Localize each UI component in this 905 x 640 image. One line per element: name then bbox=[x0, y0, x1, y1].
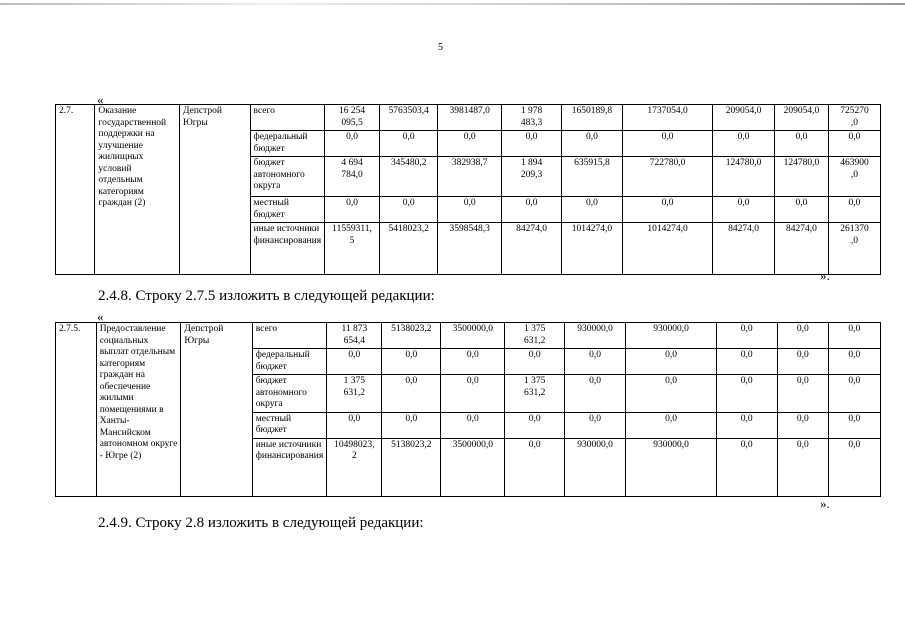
value-cell bbox=[565, 375, 626, 413]
value-cell bbox=[382, 412, 441, 438]
value-text: 0,0 bbox=[586, 198, 598, 208]
value-text: 0,0 bbox=[405, 413, 418, 424]
value-text: 0,0 bbox=[665, 376, 677, 386]
value-cell bbox=[716, 349, 777, 375]
value-cell bbox=[561, 223, 622, 275]
value-text: 345480,2 bbox=[390, 158, 427, 168]
value-cell bbox=[438, 131, 502, 157]
value-text: 0,0 bbox=[848, 413, 861, 424]
value-cell bbox=[565, 349, 626, 375]
value-text: 0,0 bbox=[665, 350, 677, 360]
value-cell bbox=[777, 438, 829, 496]
funding-source: местный бюджет bbox=[252, 412, 327, 438]
value-text: 0,0 bbox=[848, 132, 861, 142]
value-cell bbox=[502, 131, 562, 157]
scan-edge-line bbox=[0, 3, 905, 5]
value-text: 0,0 bbox=[466, 350, 479, 360]
value-cell bbox=[713, 131, 775, 157]
value-text: 10498023, 2 bbox=[334, 439, 375, 461]
value-text: 463900 ,0 bbox=[840, 158, 869, 180]
value-cell bbox=[828, 105, 881, 131]
value-text: 722780,0 bbox=[649, 158, 686, 168]
value-text: 84274,0 bbox=[786, 224, 817, 234]
value-text: 0,0 bbox=[405, 350, 418, 360]
funding-source: всего bbox=[250, 105, 325, 131]
value-text: 0,0 bbox=[589, 413, 602, 424]
value-text: 0,0 bbox=[528, 439, 541, 450]
value-cell bbox=[438, 197, 502, 223]
value-cell bbox=[623, 197, 713, 223]
quote-open-1: « bbox=[97, 92, 104, 107]
value-text: 124780,0 bbox=[725, 158, 762, 168]
value-text: 0,0 bbox=[348, 350, 361, 360]
value-text: 930000,0 bbox=[653, 324, 689, 334]
value-text: 0,0 bbox=[348, 413, 361, 424]
value-text: 0,0 bbox=[740, 439, 753, 450]
value-cell bbox=[561, 157, 622, 197]
value-cell bbox=[777, 349, 829, 375]
value-cell bbox=[777, 323, 829, 349]
value-cell bbox=[441, 375, 505, 413]
value-text: 0,0 bbox=[848, 376, 861, 386]
value-text: 930000,0 bbox=[653, 439, 689, 450]
value-text: 0,0 bbox=[661, 132, 674, 142]
value-cell bbox=[327, 412, 382, 438]
value-cell bbox=[829, 323, 881, 349]
value-cell bbox=[325, 223, 380, 275]
value-cell bbox=[502, 223, 562, 275]
value-cell bbox=[828, 157, 881, 197]
value-text: 0,0 bbox=[525, 198, 538, 208]
value-cell bbox=[379, 105, 437, 131]
value-cell bbox=[505, 375, 565, 413]
value-text: 0,0 bbox=[589, 376, 602, 386]
value-cell bbox=[713, 223, 775, 275]
value-cell bbox=[561, 197, 622, 223]
value-cell bbox=[623, 105, 713, 131]
value-cell bbox=[777, 375, 829, 413]
value-text: 3598548,3 bbox=[449, 224, 490, 234]
value-cell bbox=[626, 349, 717, 375]
value-text: 930000,0 bbox=[577, 439, 613, 450]
value-text: 0,0 bbox=[737, 198, 750, 208]
value-text: 0,0 bbox=[466, 376, 479, 386]
value-text: 5138023,2 bbox=[391, 324, 432, 334]
value-cell bbox=[829, 412, 881, 438]
value-text: 1650189,8 bbox=[571, 106, 613, 116]
value-cell bbox=[379, 197, 437, 223]
value-text: 0,0 bbox=[463, 132, 476, 142]
page-number: 5 bbox=[438, 42, 443, 53]
value-text: 0,0 bbox=[740, 324, 753, 334]
value-cell bbox=[565, 412, 626, 438]
value-text: 0,0 bbox=[528, 350, 541, 360]
value-text: 0,0 bbox=[795, 198, 808, 208]
value-text: 0,0 bbox=[848, 324, 861, 334]
value-cell bbox=[438, 157, 502, 197]
value-cell bbox=[382, 323, 441, 349]
value-cell bbox=[379, 131, 437, 157]
value-text: 1 375 631,2 bbox=[343, 376, 366, 398]
value-cell bbox=[829, 375, 881, 413]
value-cell bbox=[441, 323, 505, 349]
funding-source: федеральный бюджет bbox=[252, 349, 327, 375]
row-name: Оказание государственной поддержки на улучшение жилищных условий отдельным категориям граждан (2) bbox=[95, 105, 180, 275]
value-text: 0,0 bbox=[848, 439, 861, 450]
value-cell bbox=[505, 323, 565, 349]
value-cell bbox=[775, 131, 828, 157]
value-text: 0,0 bbox=[402, 132, 415, 142]
value-text: 0,0 bbox=[402, 198, 415, 208]
value-cell bbox=[775, 223, 828, 275]
value-text: 4 694 784,0 bbox=[341, 158, 363, 180]
value-cell bbox=[379, 157, 437, 197]
value-text: 0,0 bbox=[346, 198, 358, 208]
value-cell bbox=[565, 323, 626, 349]
value-cell bbox=[565, 438, 626, 496]
value-text: 1 978 483,3 bbox=[520, 106, 543, 128]
value-cell bbox=[502, 197, 562, 223]
value-text: 635915,8 bbox=[574, 158, 610, 168]
value-text: 0,0 bbox=[795, 132, 808, 142]
quote-open-2: « bbox=[97, 309, 104, 324]
quote-close-1: ». bbox=[820, 268, 830, 283]
value-text: 0,0 bbox=[848, 198, 861, 208]
value-text: 0,0 bbox=[665, 413, 677, 424]
funding-source: иные источники финансирования bbox=[252, 438, 327, 496]
value-text: 11 873 654,4 bbox=[341, 324, 368, 346]
value-text: 16 254 095,5 bbox=[338, 106, 366, 128]
value-text: 930000,0 bbox=[577, 324, 613, 334]
table-row bbox=[56, 323, 905, 349]
value-text: 3500000,0 bbox=[452, 439, 493, 450]
value-cell bbox=[438, 223, 502, 275]
value-text: 124780,0 bbox=[783, 158, 820, 168]
value-cell bbox=[828, 197, 881, 223]
value-cell bbox=[623, 131, 713, 157]
value-cell bbox=[775, 105, 828, 131]
value-cell bbox=[382, 375, 441, 413]
value-cell bbox=[325, 197, 380, 223]
funding-source: иные источники финансирования bbox=[250, 223, 325, 275]
value-cell bbox=[775, 197, 828, 223]
value-cell bbox=[441, 412, 505, 438]
value-cell bbox=[505, 349, 565, 375]
value-text: 84274,0 bbox=[516, 224, 547, 234]
value-cell bbox=[828, 131, 881, 157]
heading-2-4-8: 2.4.8. Строку 2.7.5 изложить в следующей редакции: bbox=[98, 288, 435, 304]
funding-source: бюджет автономного округа bbox=[252, 375, 327, 413]
value-cell bbox=[626, 412, 717, 438]
value-cell bbox=[561, 131, 622, 157]
value-cell bbox=[775, 157, 828, 197]
quote-close-2: ». bbox=[820, 496, 830, 511]
value-text: 0,0 bbox=[466, 413, 479, 424]
value-cell bbox=[327, 323, 382, 349]
value-text: 209054,0 bbox=[783, 106, 820, 116]
row-code: 2.7. bbox=[56, 105, 95, 275]
heading-2-4-9: 2.4.9. Строку 2.8 изложить в следующей редакции: bbox=[98, 515, 424, 531]
value-cell bbox=[441, 349, 505, 375]
budget-table-2-7-5 bbox=[55, 322, 905, 497]
value-cell bbox=[716, 412, 777, 438]
value-cell bbox=[713, 105, 775, 131]
value-text: 0,0 bbox=[346, 132, 358, 142]
funding-source: всего bbox=[252, 323, 327, 349]
value-text: 209054,0 bbox=[725, 106, 762, 116]
value-text: 382938,7 bbox=[451, 158, 488, 168]
funding-source: бюджет автономного округа bbox=[250, 157, 325, 197]
value-text: 0,0 bbox=[796, 324, 809, 334]
funding-source: местный бюджет bbox=[250, 197, 325, 223]
value-cell bbox=[327, 349, 382, 375]
value-cell bbox=[325, 131, 380, 157]
row-executor: Депстрой Югры bbox=[181, 323, 252, 497]
value-text: 0,0 bbox=[740, 413, 753, 424]
value-cell bbox=[626, 375, 717, 413]
value-text: 3981487,0 bbox=[449, 106, 490, 116]
value-text: 0,0 bbox=[589, 350, 602, 360]
value-text: 0,0 bbox=[405, 376, 418, 386]
value-cell bbox=[505, 438, 565, 496]
value-text: 0,0 bbox=[848, 350, 861, 360]
value-text: 5418023,2 bbox=[388, 224, 429, 234]
value-cell bbox=[716, 375, 777, 413]
value-text: 1 375 631,2 bbox=[524, 376, 546, 398]
value-cell bbox=[325, 105, 380, 131]
row-executor: Депстрой Югры bbox=[180, 105, 251, 275]
value-text: 1 894 209,3 bbox=[520, 158, 543, 180]
value-cell bbox=[626, 438, 717, 496]
value-cell bbox=[828, 223, 881, 275]
value-cell bbox=[382, 438, 441, 496]
value-cell bbox=[382, 349, 441, 375]
table-row bbox=[56, 105, 905, 131]
value-cell bbox=[777, 412, 829, 438]
value-cell bbox=[502, 157, 562, 197]
value-text: 0,0 bbox=[661, 198, 674, 208]
value-text: 0,0 bbox=[796, 413, 809, 424]
budget-table-2-7 bbox=[55, 104, 905, 275]
value-text: 0,0 bbox=[796, 376, 809, 386]
value-text: 84274,0 bbox=[728, 224, 760, 234]
value-text: 0,0 bbox=[528, 413, 541, 424]
value-cell bbox=[716, 323, 777, 349]
value-cell bbox=[502, 105, 562, 131]
value-text: 0,0 bbox=[740, 376, 753, 386]
value-cell bbox=[327, 375, 382, 413]
value-cell bbox=[505, 412, 565, 438]
value-text: 1014274,0 bbox=[571, 224, 613, 234]
value-cell bbox=[561, 105, 622, 131]
funding-source: федеральный бюджет bbox=[250, 131, 325, 157]
row-code: 2.7.5. bbox=[56, 323, 97, 497]
value-text: 11559311, 5 bbox=[332, 224, 372, 246]
value-text: 1737054,0 bbox=[647, 106, 688, 116]
value-cell bbox=[325, 157, 380, 197]
value-text: 5138023,2 bbox=[391, 439, 432, 450]
value-text: 1014274,0 bbox=[647, 224, 688, 234]
value-cell bbox=[623, 157, 713, 197]
value-text: 0,0 bbox=[463, 198, 476, 208]
value-text: 5763503,4 bbox=[388, 106, 429, 116]
value-cell bbox=[438, 105, 502, 131]
value-cell bbox=[713, 157, 775, 197]
value-text: 0,0 bbox=[796, 350, 809, 360]
value-text: 725270 ,0 bbox=[840, 106, 869, 128]
value-text: 1 375 631,2 bbox=[524, 324, 546, 346]
row-name: Предоставление социальных выплат отдельным категориям граждан на обеспечение жилыми помещениями в Ханты-Мансийском автономном округе - Югре (2) bbox=[96, 323, 181, 497]
value-cell bbox=[327, 438, 382, 496]
value-cell bbox=[626, 323, 717, 349]
value-text: 0,0 bbox=[740, 350, 753, 360]
value-cell bbox=[716, 438, 777, 496]
value-text: 261370 ,0 bbox=[840, 224, 869, 246]
value-text: 0,0 bbox=[586, 132, 598, 142]
value-cell bbox=[829, 438, 881, 496]
value-text: 0,0 bbox=[737, 132, 750, 142]
value-cell bbox=[379, 223, 437, 275]
value-text: 0,0 bbox=[796, 439, 809, 450]
value-cell bbox=[441, 438, 505, 496]
value-cell bbox=[829, 349, 881, 375]
value-text: 0,0 bbox=[525, 132, 538, 142]
value-text: 3500000,0 bbox=[452, 324, 493, 334]
value-cell bbox=[713, 197, 775, 223]
value-cell bbox=[623, 223, 713, 275]
